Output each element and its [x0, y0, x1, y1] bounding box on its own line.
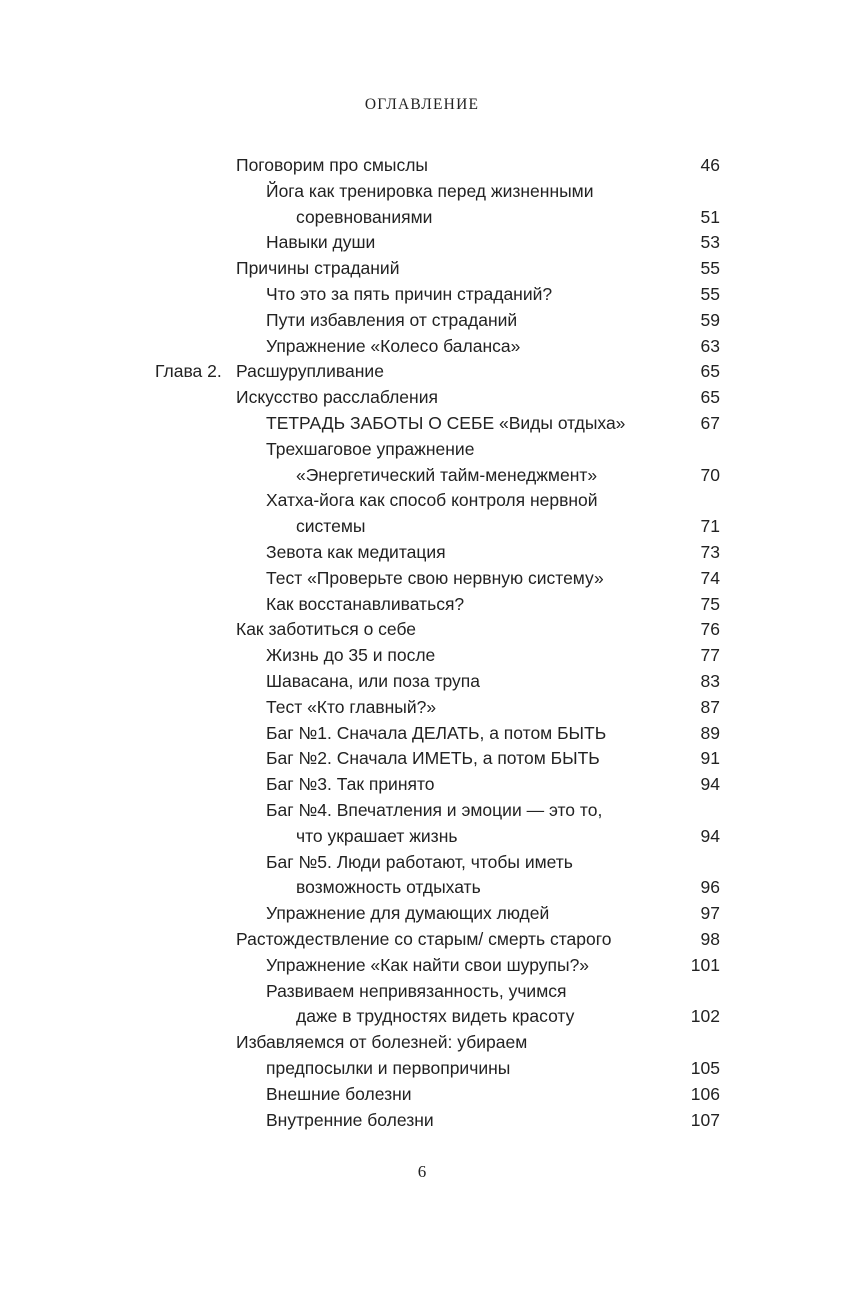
toc-entry: [0, 462, 844, 488]
toc-entry-title: что украшает жизнь: [296, 825, 458, 846]
toc-entry-page: 67: [700, 413, 720, 433]
toc-entry: [0, 978, 844, 1004]
toc-entry-page: 74: [700, 567, 720, 588]
toc-entry-page: 53: [700, 232, 720, 253]
toc-entry-title: системы: [296, 516, 366, 537]
toc-entry-page: 106: [690, 1083, 720, 1104]
toc-entry: [0, 720, 844, 746]
toc-entry-title: Баг №2. Сначала ИМЕТЬ, а потом БЫТЬ: [266, 748, 600, 769]
toc-entry-page: 55: [700, 258, 720, 279]
toc-entry: [0, 513, 844, 539]
toc-entry-title: Поговорим про смыслы: [236, 155, 428, 175]
toc-entry-title: Хатха-йога как способ контроля нервной: [266, 490, 598, 511]
toc-entry-page: 107: [690, 1109, 720, 1130]
toc-entry: [0, 823, 844, 849]
toc-entry-page: 65: [700, 387, 720, 408]
toc-entry: [0, 281, 844, 307]
toc-entry-page: 94: [700, 825, 720, 846]
toc-entry-page: 102: [690, 1006, 720, 1027]
toc-entry-page: 87: [700, 696, 720, 717]
toc-entry-page: 51: [700, 206, 720, 227]
toc-entry-page: 75: [700, 593, 720, 614]
toc-entry-title: Упражнение «Колесо баланса»: [266, 335, 521, 356]
toc-entry: [0, 255, 844, 281]
toc-entry: [0, 694, 844, 720]
chapter-label: Глава 2.: [155, 361, 222, 382]
page-header-title: ОГЛАВЛЕНИЕ: [364, 96, 480, 113]
toc-entry: [0, 591, 844, 617]
toc-entry-title: соревнованиями: [296, 206, 433, 227]
toc-entry-title: Баг №1. Сначала ДЕЛАТЬ, а потом БЫТЬ: [266, 722, 607, 743]
toc-entry-page: 98: [700, 929, 720, 949]
toc-entry-title: Тест «Проверьте свою нервную систему»: [266, 567, 604, 588]
toc-entry: [0, 1003, 844, 1029]
toc-entry-title: ТЕТРАДЬ ЗАБОТЫ О СЕБЕ «Виды отдыха»: [266, 413, 626, 433]
toc-entry-page: 71: [700, 516, 720, 537]
toc-entry: [0, 178, 844, 204]
toc-entry-title: Пути избавления от страданий: [266, 309, 518, 330]
toc-entry: [0, 1107, 844, 1133]
toc-entry-title: Как восстанавливаться?: [266, 593, 465, 614]
toc-entry-title: Как заботиться о себе: [236, 619, 417, 640]
toc-entry: [0, 204, 844, 230]
toc-entry: [0, 410, 844, 436]
toc-entry: [0, 384, 844, 410]
toc-entry: [0, 900, 844, 926]
toc-entry-title: Избавляемся от болезней: убираем: [236, 1032, 528, 1053]
toc-entry-page: 94: [700, 774, 720, 795]
toc-entry: [0, 668, 844, 694]
toc-entry-title: Расшурупливание: [236, 361, 384, 382]
toc-entry-title: Растождествление со старым/ смерть старого: [236, 929, 612, 949]
toc-entry-title: Баг №5. Люди работают, чтобы иметь: [266, 851, 573, 872]
toc-entry: [0, 539, 844, 565]
toc-entry-title: Что это за пять причин страданий?: [266, 284, 553, 304]
toc-entry: [0, 952, 844, 978]
toc-entry-title: Шавасана, или поза трупа: [266, 671, 480, 691]
page-number: 6: [417, 1162, 427, 1181]
toc-entry: [0, 152, 844, 178]
toc-entry-page: 101: [690, 954, 720, 975]
toc-entry-title: Баг №3. Так принято: [266, 774, 435, 795]
toc-entry-page: 96: [700, 877, 720, 898]
toc-entry: [0, 1055, 844, 1081]
toc-entry-page: 76: [700, 619, 720, 640]
toc-entry: [0, 1081, 844, 1107]
toc-entry-title: предпосылки и первопричины: [266, 1058, 511, 1078]
toc-entry: [0, 436, 844, 462]
toc-entry: [0, 1029, 844, 1055]
toc-entry-title: Внутренние болезни: [266, 1109, 434, 1130]
toc-entry: [0, 229, 844, 255]
toc-entry-page: 63: [700, 335, 720, 356]
toc-entry: [0, 616, 844, 642]
toc-entry-title: даже в трудностях видеть красоту: [296, 1006, 575, 1027]
toc-entry: [0, 849, 844, 875]
toc-entry-page: 97: [700, 903, 720, 924]
toc-entry-page: 59: [700, 309, 720, 330]
toc-entry-page: 65: [700, 361, 720, 382]
toc-entry: [0, 642, 844, 668]
toc-entry: [0, 565, 844, 591]
toc-entry-page: 70: [700, 464, 720, 485]
toc-entry: [0, 874, 844, 900]
toc-entry-page: 55: [700, 284, 720, 304]
toc-entry-title: Развиваем непривязанность, учимся: [266, 980, 567, 1001]
toc-entry-title: Тест «Кто главный?»: [266, 696, 437, 717]
toc-entry-title: «Энергетический тайм-менеджмент»: [296, 464, 598, 485]
toc-entry-title: Баг №4. Впечатления и эмоции — это то,: [266, 800, 603, 820]
toc-entry-title: Упражнение «Как найти свои шурупы?»: [266, 954, 590, 975]
toc-entry: [0, 797, 844, 823]
toc-entry-title: Йога как тренировка перед жизненными: [266, 180, 594, 201]
toc-entry: [0, 745, 844, 771]
toc-entry-title: Упражнение для думающих людей: [266, 903, 550, 924]
toc-entry: [0, 333, 844, 359]
toc-entry-title: Причины страданий: [236, 258, 400, 279]
toc-entry-page: 73: [700, 542, 720, 562]
toc-entry: [0, 926, 844, 952]
toc-entry-page: 77: [700, 645, 720, 666]
toc-entry: [0, 771, 844, 797]
toc-entry: [0, 307, 844, 333]
toc-entry: [0, 358, 844, 384]
toc-entry: [0, 487, 844, 513]
toc-entry-page: 89: [700, 722, 720, 743]
toc-entry-title: Навыки души: [266, 232, 376, 253]
toc-entry-title: Зевота как медитация: [266, 542, 446, 562]
toc-entry-page: 91: [700, 748, 720, 769]
toc-entry-title: возможность отдыхать: [296, 877, 481, 898]
toc-entry-title: Жизнь до 35 и после: [266, 645, 436, 666]
toc-entry-page: 46: [700, 155, 720, 175]
toc-entry-title: Искусство расслабления: [236, 387, 438, 408]
toc-entry-title: Внешние болезни: [266, 1083, 412, 1104]
toc-entry-title: Трехшаговое упражнение: [266, 438, 475, 459]
toc-entry-page: 83: [700, 671, 720, 691]
toc-entry-page: 105: [690, 1058, 720, 1078]
